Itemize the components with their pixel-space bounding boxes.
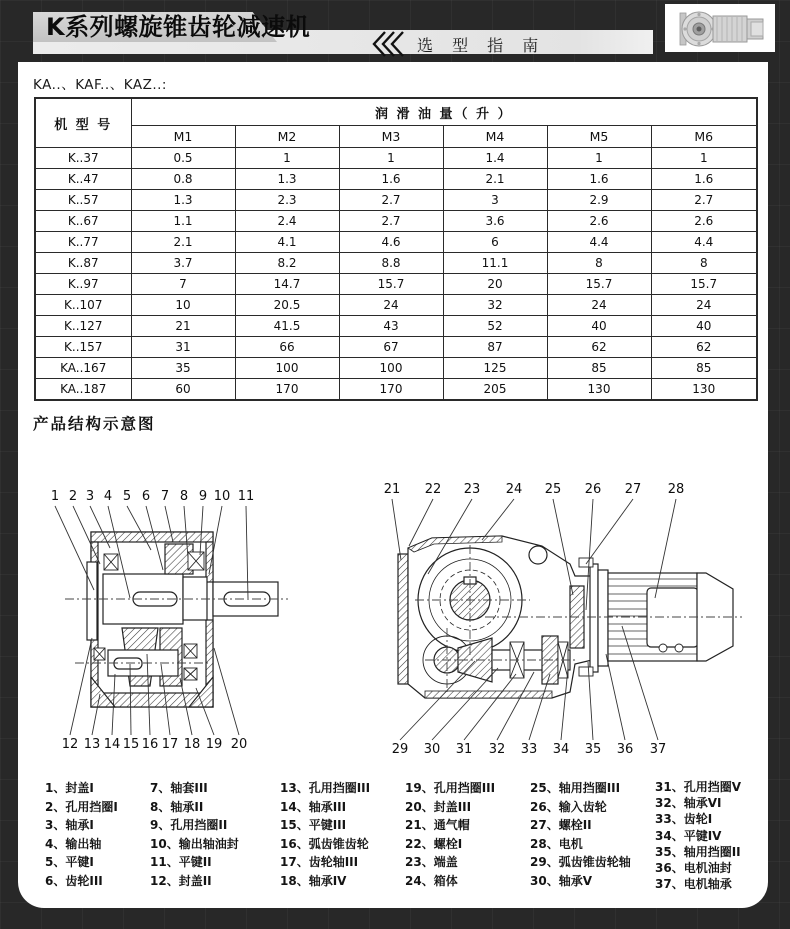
callout-37: 37 [649,742,667,757]
callout-20: 20 [230,737,248,752]
page-title: K系列螺旋锥齿轮减速机 [46,13,311,41]
value-cell: 10 [131,295,235,316]
group-header-cell: 润 滑 油 量（ 升 ） [131,98,757,126]
value-cell: 3.7 [131,253,235,274]
value-cell: 43 [339,316,443,337]
part-item: 24、箱体 [405,873,458,888]
callout-6: 6 [141,489,151,504]
table-row [35,316,757,337]
value-cell: 3 [443,190,547,211]
value-cell: 130 [547,379,651,401]
callout-16: 16 [141,737,159,752]
part-item: 25、轴用挡圈III [530,781,621,795]
size-header-m6: M6 [651,126,757,148]
part-item: 10、输出轴油封 [150,836,239,851]
callout-21: 21 [383,482,401,497]
value-cell: 1 [547,148,651,169]
part-item: 21、通气帽 [405,818,470,833]
value-cell: 1 [339,148,443,169]
size-header-m3: M3 [339,126,443,148]
part-item: 26、输入齿轮 [530,799,607,814]
parts-column-1 [45,779,118,891]
table-row [35,337,757,358]
value-cell: 170 [339,379,443,401]
table-row [35,358,757,379]
value-cell: 1.3 [235,169,339,190]
table-row [35,274,757,295]
product-photo [665,4,775,52]
value-cell: 1.3 [131,190,235,211]
callout-27: 27 [624,482,642,497]
callout-35: 35 [584,742,602,757]
part-item: 12、封盖II [150,873,212,888]
value-cell: 2.6 [651,211,757,232]
value-cell: 4.4 [547,232,651,253]
value-cell: 15.7 [547,274,651,295]
value-cell: 2.6 [547,211,651,232]
size-header-m5: M5 [547,126,651,148]
value-cell: 2.7 [651,190,757,211]
table-row [35,379,757,401]
part-item: 18、轴承IV [280,873,347,888]
callout-7: 7 [160,489,170,504]
series-caption: KA..、KAF..、KAZ..: [33,77,167,93]
value-cell: 100 [339,358,443,379]
part-item: 20、封盖III [405,799,472,814]
value-cell: 62 [651,337,757,358]
callout-24: 24 [505,482,523,497]
value-cell: 100 [235,358,339,379]
value-cell: 2.1 [131,232,235,253]
callout-18: 18 [183,737,201,752]
value-cell: 2.9 [547,190,651,211]
value-cell: 2.1 [443,169,547,190]
value-cell: 21 [131,316,235,337]
value-cell: 67 [339,337,443,358]
callout-1: 1 [50,489,60,504]
part-item: 15、平键III [280,818,347,833]
part-item: 37、电机轴承 [655,877,732,892]
parts-column-5 [530,779,631,891]
callout-23: 23 [463,482,481,497]
part-item: 31、孔用挡圈V [655,780,741,794]
value-cell: 130 [651,379,757,401]
part-item: 11、平键II [150,855,212,870]
size-header-m4: M4 [443,126,547,148]
value-cell: 1.6 [547,169,651,190]
value-cell: 66 [235,337,339,358]
callout-13: 13 [83,737,101,752]
model-cell: KA..187 [35,379,131,401]
section-title: 产品结构示意图 [33,415,156,433]
model-cell: K..67 [35,211,131,232]
value-cell: 41.5 [235,316,339,337]
value-cell: 4.4 [651,232,757,253]
value-cell: 1.6 [651,169,757,190]
table-header-row [35,98,757,126]
callout-25: 25 [544,482,562,497]
callout-34: 34 [552,742,570,757]
callout-5: 5 [122,489,132,504]
value-cell: 2.7 [339,211,443,232]
callout-2: 2 [68,489,78,504]
value-cell: 1.6 [339,169,443,190]
value-cell: 3.6 [443,211,547,232]
value-cell: 1.1 [131,211,235,232]
value-cell: 62 [547,337,651,358]
callout-11: 11 [237,489,255,504]
part-item: 4、输出轴 [45,836,102,851]
gear-reducer-photo-icon [665,4,775,52]
part-item: 3、轴承I [45,818,94,833]
callout-30: 30 [423,742,441,757]
callout-8: 8 [179,489,189,504]
value-cell: 24 [547,295,651,316]
model-cell: K..107 [35,295,131,316]
value-cell: 60 [131,379,235,401]
part-item: 35、轴用挡圈II [655,844,741,859]
selection-guide [372,31,545,57]
value-cell: 2.3 [235,190,339,211]
value-cell: 20.5 [235,295,339,316]
callout-31: 31 [455,742,473,757]
part-item: 13、孔用挡圈III [280,781,371,795]
value-cell: 6 [443,232,547,253]
callout-33: 33 [520,742,538,757]
value-cell: 8 [547,253,651,274]
part-item: 19、孔用挡圈III [405,781,496,795]
value-cell: 24 [339,295,443,316]
value-cell: 0.5 [131,148,235,169]
table-row [35,190,757,211]
value-cell: 2.7 [339,190,443,211]
callout-28: 28 [667,482,685,497]
value-cell: 1 [235,148,339,169]
oil-quantity-table [34,97,758,401]
callout-29: 29 [391,742,409,757]
table-row [35,253,757,274]
part-item: 9、孔用挡圈II [150,818,228,833]
table-row [35,211,757,232]
callout-10: 10 [213,489,231,504]
value-cell: 40 [651,316,757,337]
value-cell: 8 [651,253,757,274]
table-row [35,295,757,316]
value-cell: 170 [235,379,339,401]
part-item: 30、轴承V [530,873,592,888]
part-item: 29、弧齿锥齿轮轴 [530,855,631,870]
part-item: 1、封盖I [45,781,94,795]
table-row [35,148,757,169]
part-item: 7、轴套III [150,781,208,795]
part-item: 28、电机 [530,836,583,851]
model-cell: K..97 [35,274,131,295]
oil-table-body [35,148,757,401]
value-cell: 11.1 [443,253,547,274]
part-item: 22、螺栓I [405,836,463,851]
parts-column-3 [280,779,370,891]
model-cell: K..57 [35,190,131,211]
callout-9: 9 [198,489,208,504]
part-item: 33、齿轮I [655,812,713,827]
callout-3: 3 [85,489,95,504]
value-cell: 8.8 [339,253,443,274]
value-cell: 15.7 [651,274,757,295]
model-cell: K..77 [35,232,131,253]
part-item: 34、平键IV [655,828,722,843]
part-item: 32、轴承VI [655,796,722,811]
model-header-cell: 机 型 号 [35,98,131,148]
part-item: 2、孔用挡圈I [45,799,118,814]
value-cell: 125 [443,358,547,379]
parts-list [0,779,790,904]
part-item: 27、螺栓II [530,818,592,833]
table-row [35,232,757,253]
part-item: 5、平键I [45,855,94,870]
value-cell: 52 [443,316,547,337]
part-item: 6、齿轮III [45,873,103,888]
value-cell: 87 [443,337,547,358]
part-item: 8、轴承II [150,799,204,814]
callout-4: 4 [103,489,113,504]
callout-14: 14 [103,737,121,752]
table-subheader-row [35,126,757,148]
part-item: 17、齿轮轴III [280,855,359,870]
model-cell: KA..167 [35,358,131,379]
value-cell: 1.4 [443,148,547,169]
part-item: 14、轴承III [280,799,347,814]
size-header-m2: M2 [235,126,339,148]
value-cell: 35 [131,358,235,379]
value-cell: 20 [443,274,547,295]
callout-22: 22 [424,482,442,497]
value-cell: 24 [651,295,757,316]
value-cell: 0.8 [131,169,235,190]
triple-chevron-icon [372,31,408,57]
value-cell: 85 [651,358,757,379]
callout-17: 17 [161,737,179,752]
part-item: 16、弧齿锥齿轮 [280,836,369,851]
guide-label: 选 型 指 南 [417,36,546,55]
model-cell: K..47 [35,169,131,190]
value-cell: 2.4 [235,211,339,232]
parts-column-6 [655,779,741,892]
callout-12: 12 [61,737,79,752]
value-cell: 14.7 [235,274,339,295]
value-cell: 7 [131,274,235,295]
value-cell: 205 [443,379,547,401]
value-cell: 1 [651,148,757,169]
table-row [35,169,757,190]
value-cell: 85 [547,358,651,379]
value-cell: 31 [131,337,235,358]
model-cell: K..127 [35,316,131,337]
model-cell: K..37 [35,148,131,169]
callout-36: 36 [616,742,634,757]
parts-column-2 [150,779,239,891]
parts-column-4 [405,779,495,891]
value-cell: 4.1 [235,232,339,253]
part-item: 23、端盖 [405,855,458,870]
callout-26: 26 [584,482,602,497]
model-cell: K..87 [35,253,131,274]
value-cell: 40 [547,316,651,337]
value-cell: 32 [443,295,547,316]
part-item: 36、电机油封 [655,861,732,876]
callout-32: 32 [488,742,506,757]
callout-15: 15 [122,737,140,752]
value-cell: 4.6 [339,232,443,253]
value-cell: 15.7 [339,274,443,295]
value-cell: 8.2 [235,253,339,274]
size-header-m1: M1 [131,126,235,148]
callout-19: 19 [205,737,223,752]
model-cell: K..157 [35,337,131,358]
